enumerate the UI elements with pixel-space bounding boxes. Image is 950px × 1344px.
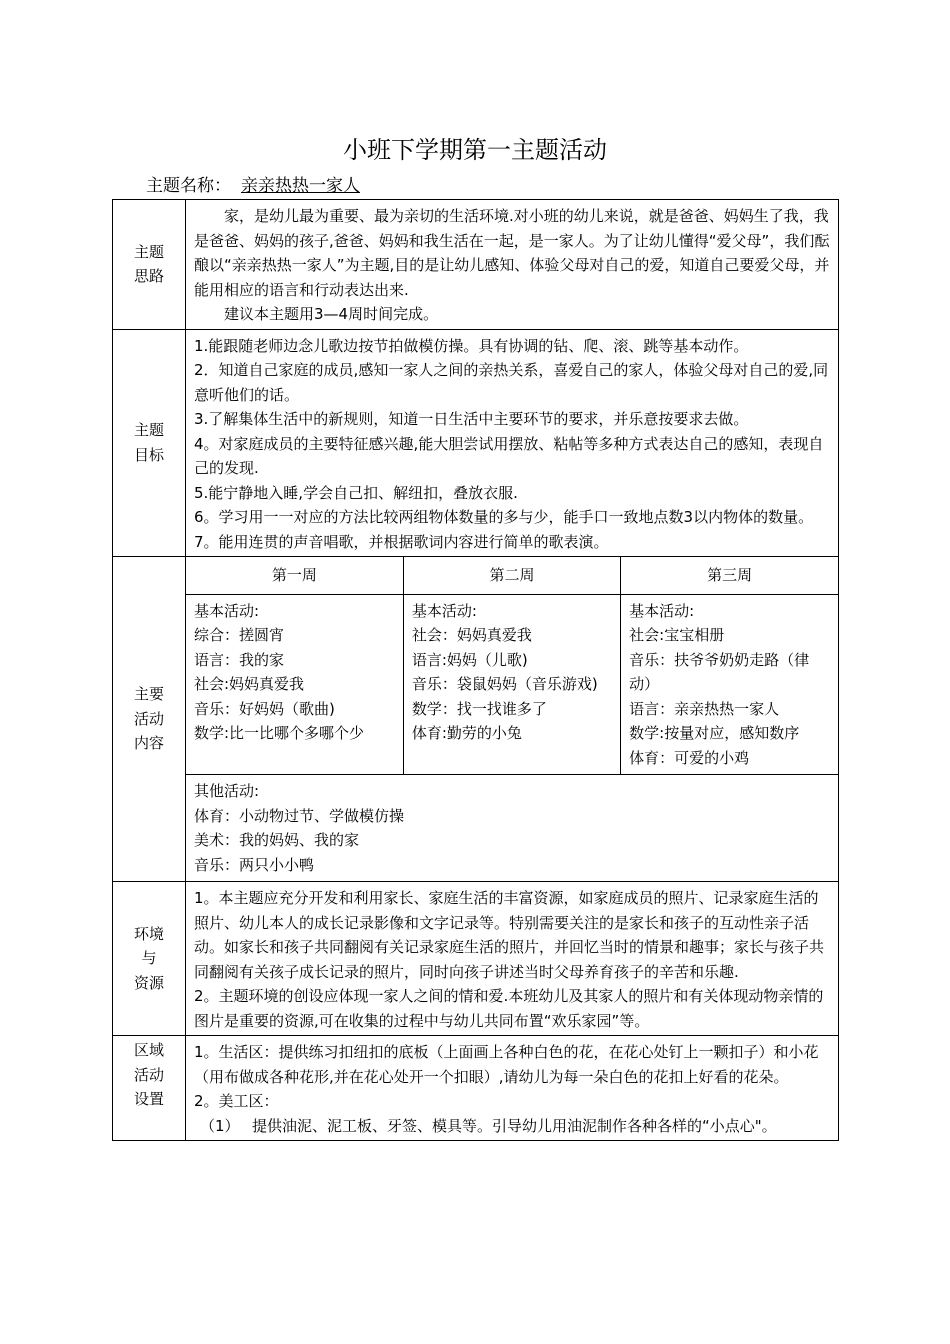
- week-1-activities: [186, 594, 403, 775]
- zone-subitem-text: 提供油泥、泥工板、牙签、模具等。引导幼儿用油泥制作各种各样的“小点心"。: [252, 1116, 777, 1135]
- label-environment: 环境 与 资源: [113, 882, 186, 1036]
- activity-line: 音乐：袋鼠妈妈（音乐游戏): [411, 675, 598, 693]
- content-zones: [186, 1036, 839, 1141]
- goal-item: 7。能用连贯的声音唱歌，并根据歌词内容进行简单的歌表演。: [194, 532, 609, 551]
- label-zones: 区域 活动 设置: [113, 1036, 186, 1141]
- weeks-content-row: [186, 594, 838, 775]
- goal-item: 2．知道自己家庭的成员,感知一家人之间的亲热关系，喜爱自己的家人，体验父母对自己的爱,同意听他们的话。: [194, 361, 829, 404]
- activity-line: 音乐：好妈妈（歌曲): [194, 699, 335, 718]
- row-environment: [113, 882, 839, 1036]
- environment-item: 2。主题环境的创设应体现一家人之间的情和爱.本班幼儿及其家人的照片和有关体现动物亲情的图片是重要的资源,可在收集的过程中与幼儿共同布置“欢乐家园”等。: [194, 987, 824, 1030]
- row-zones: [113, 1036, 839, 1141]
- activity-line: 音乐：两只小小鸭: [194, 855, 315, 874]
- goal-item: 5.能宁静地入睡,学会自己扣、解纽扣，叠放衣服.: [194, 483, 518, 502]
- week-3-activities: [621, 594, 838, 775]
- week-1-header: 第一周: [186, 557, 403, 594]
- week-2-activities: [403, 594, 620, 775]
- activity-line: 基本活动:: [194, 601, 260, 620]
- activity-line: 语言:妈妈（儿歌): [411, 650, 528, 669]
- zone-subitem: [194, 1114, 830, 1139]
- page-title: 小班下学期第一主题活动: [343, 136, 607, 164]
- row-theme-idea: [113, 200, 839, 330]
- other-activities: [186, 775, 838, 882]
- label-theme-goals: 主题 目标: [113, 329, 186, 557]
- theme-name-label: 主题名称：: [146, 176, 231, 196]
- row-main-activities: [113, 557, 839, 882]
- idea-paragraph: 建议本主题用3—4周时间完成。: [224, 305, 439, 323]
- weeks-table: [186, 557, 838, 881]
- row-theme-goals: [113, 329, 839, 557]
- activity-line: 体育：可爱的小鸡: [629, 748, 750, 767]
- week-2-header: 第二周: [403, 557, 620, 594]
- theme-name-line: [146, 174, 360, 198]
- activity-line: 社会:宝宝相册: [629, 626, 725, 644]
- zone-item: 1。生活区：提供练习扣纽扣的底板（上面画上各种白色的花，在花心处钉上一颗扣子）和小花（用布做成各种花形,并在花心处开一个扣眼）,请幼儿为每一朵白色的花扣上好看的花朵。: [194, 1043, 819, 1086]
- goal-item: 6。学习用一一对应的方法比较两组物体数量的多与少，能手口一致地点数3以内物体的数量。: [194, 508, 814, 526]
- activity-line: 语言：我的家: [194, 650, 285, 669]
- content-main-activities: [186, 557, 839, 882]
- label-main-activities: 主要 活动 内容: [113, 557, 186, 882]
- zone-subitem-number: （1）: [200, 1116, 240, 1135]
- activity-line: 数学:比一比哪个多哪个少: [194, 724, 365, 742]
- activity-line: 综合：搓圆宵: [194, 626, 285, 644]
- goal-item: 3.了解集体生活中的新规则，知道一日生活中主要环节的要求，并乐意按要求去做。: [194, 410, 749, 428]
- activity-line: 基本活动:: [629, 601, 695, 620]
- theme-name-value: 亲亲热热一家人: [241, 176, 360, 196]
- activity-line: 美术：我的妈妈、我的家: [194, 831, 360, 849]
- plan-table: [112, 199, 839, 1141]
- content-theme-idea: [186, 200, 839, 330]
- goal-item: 4。对家庭成员的主要特征感兴趣,能大胆尝试用摆放、粘帖等多种方式表达自己的感知，表现自己的发现.: [194, 434, 824, 477]
- activity-line: 数学：找一找谁多了: [411, 699, 547, 718]
- environment-item: 1。本主题应充分开发和利用家长、家庭生活的丰富资源，如家庭成员的照片、记录家庭生活的照片、幼儿本人的成长记录影像和文字记录等。特别需要关注的是家长和孩子的互动性亲子活动。如家长和孩子共同翻阅有关记录家庭生活的照片，并回忆当时的情景和趣事；家长与孩子共同翻阅有关孩子成长记录的照片，同时向孩子讲述当时父母养育孩子的辛苦和乐趣.: [194, 889, 825, 981]
- weeks-header-row: [186, 557, 838, 594]
- content-environment: [186, 882, 839, 1036]
- goal-item: 1.能跟随老师边念儿歌边按节拍做模仿操。具有协调的钻、爬、滚、跳等基本动作。: [194, 336, 749, 355]
- activity-line: 体育：小动物过节、学做模仿操: [194, 806, 405, 825]
- other-activities-row: [186, 775, 838, 882]
- label-theme-idea: 主题 思路: [113, 200, 186, 330]
- activity-line: 数学:按量对应，感知数序: [629, 724, 800, 742]
- content-theme-goals: [186, 329, 839, 557]
- zone-item: 2。美工区：: [194, 1092, 279, 1110]
- activity-line: 体育:勤劳的小兔: [411, 724, 522, 742]
- activity-line: 音乐：扶爷爷奶奶走路（律动）: [629, 650, 810, 693]
- week-3-header: 第三周: [621, 557, 838, 594]
- activity-line: 基本活动:: [411, 601, 477, 620]
- activity-line: 社会:妈妈真爱我: [194, 675, 305, 693]
- idea-paragraph: 家，是幼儿最为重要、最为亲切的生活环境.对小班的幼儿来说，就是爸爸、妈妈生了我，我是爸爸、妈妈的孩子,爸爸、妈妈和我生活在一起，是一家人。为了让幼儿懂得“爱父母”，我们酝酿以“亲亲热热一家人”为主题,目的是让幼儿感知、体验父母对自己的爱，知道自己要爱父母，并能用相应的语言和行动表达出来.: [194, 207, 830, 299]
- activity-line: 其他活动:: [194, 782, 260, 800]
- activity-line: 语言：亲亲热热一家人: [629, 699, 780, 718]
- activity-line: 社会：妈妈真爱我: [411, 626, 532, 644]
